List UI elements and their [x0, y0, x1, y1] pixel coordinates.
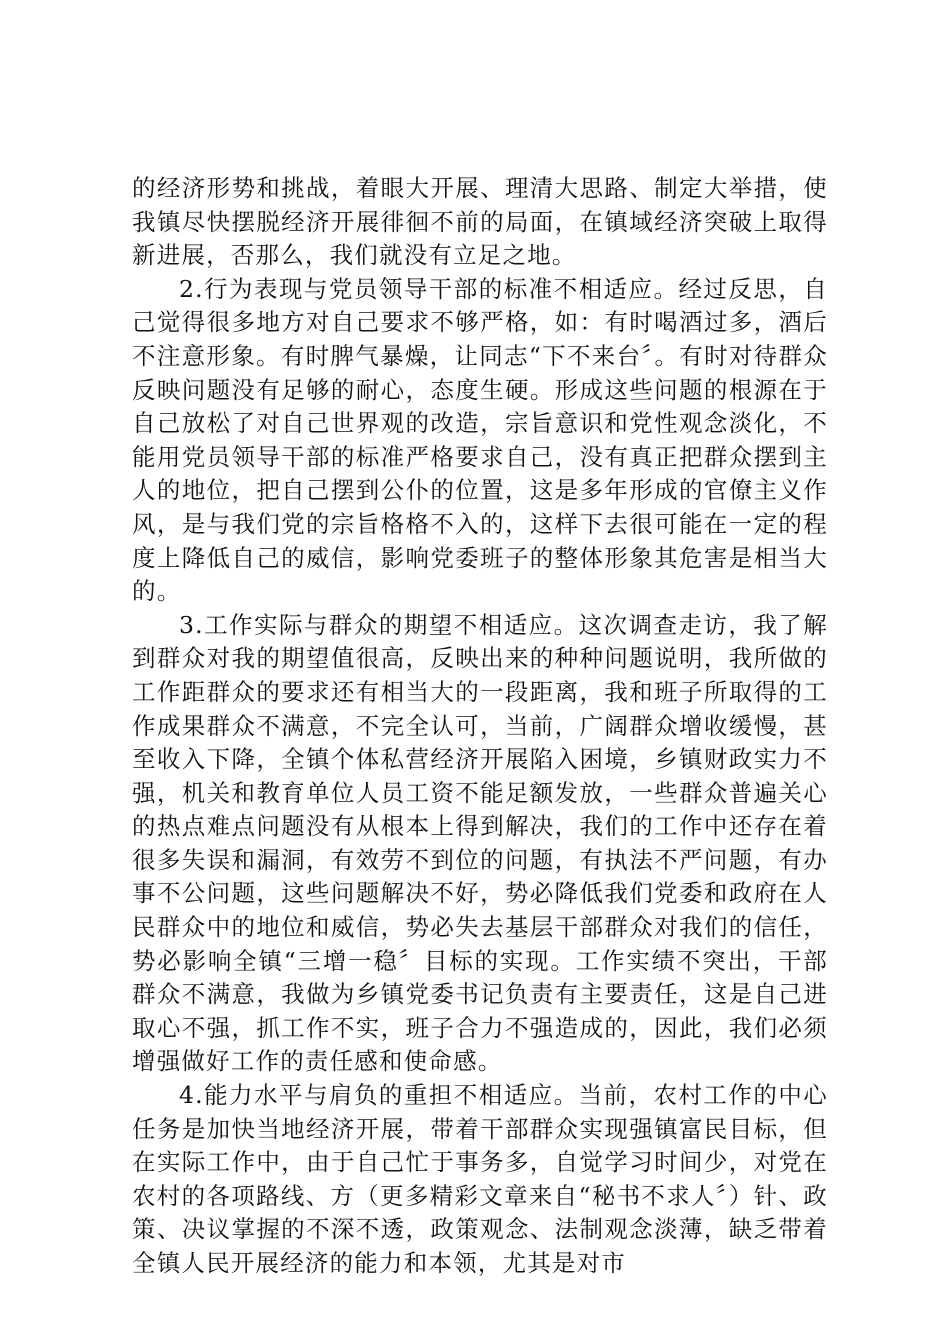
paragraph-item-4-ability: 4.能力水平与肩负的重担不相适应。当前，农村工作的中心任务是加快当地经济开展，带着干部群众实现强镇富民目标，但在实际工作中，由于自己忙于事务多，自觉学习时间少，对党在农村的各项路线、方（更多精彩文章来自“秘书不求人〞）针、政策、决议掌握的不深不透，政策观念、法制观念淡薄，缺乏带着全镇人民开展经济的能力和本领，尤其是对市	[132, 1081, 828, 1277]
document-page	[132, 172, 828, 1281]
paragraph-item-3-work-results: 3.工作实际与群众的期望不相适应。这次调查走访，我了解到群众对我的期望值很高，反映出来的种种问题说明，我所做的工作距群众的要求还有相当大的一段距离，我和班子所取得的工作成果群众不满意，不完全认可，当前，广阔群众增收缓慢，甚至收入下降，全镇个体私营经济开展陷入困境，乡镇财政实力不强，机关和教育单位人员工资不能足额发放，一些群众普遍关心的热点难点问题没有从根本上得到解决，我们的工作中还存在着很多失误和漏洞，有效劳不到位的问题，有执法不严问题，有办事不公问题，这些问题解决不好，势必降低我们党委和政府在人民群众中的地位和威信，势必失去基层干部群众对我们的信任，势必影响全镇“三增一稳〞目标的实现。工作实绩不突出，干部群众不满意，我做为乡镇党委书记负责有主要责任，这是自己进取心不强，抓工作不实，班子合力不强造成的，因此，我们必须增强做好工作的责任感和使命感。	[132, 610, 828, 1076]
paragraph-item-2-conduct: 2.行为表现与党员领导干部的标准不相适应。经过反思，自己觉得很多地方对自己要求不够严格，如：有时喝酒过多，酒后不注意形象。有时脾气暴燥，让同志“下不来台〞。有时对待群众反映问题没有足够的耐心，态度生硬。形成这些问题的根源在于自己放松了对自己世界观的改造，宗旨意识和党性观念淡化，不能用党员领导干部的标准严格要求自己，没有真正把群众摆到主人的地位，把自己摆到公仆的位置，这是多年形成的官僚主义作风，是与我们党的宗旨格格不入的，这样下去很可能在一定的程度上降低自己的威信，影响党委班子的整体形象其危害是相当大的。	[132, 274, 828, 606]
paragraph-intro-continuation: 的经济形势和挑战，着眼大开展、理清大思路、制定大举措，使我镇尽快摆脱经济开展徘徊不前的局面，在镇域经济突破上取得新进展，否那么，我们就没有立足之地。	[132, 174, 828, 270]
